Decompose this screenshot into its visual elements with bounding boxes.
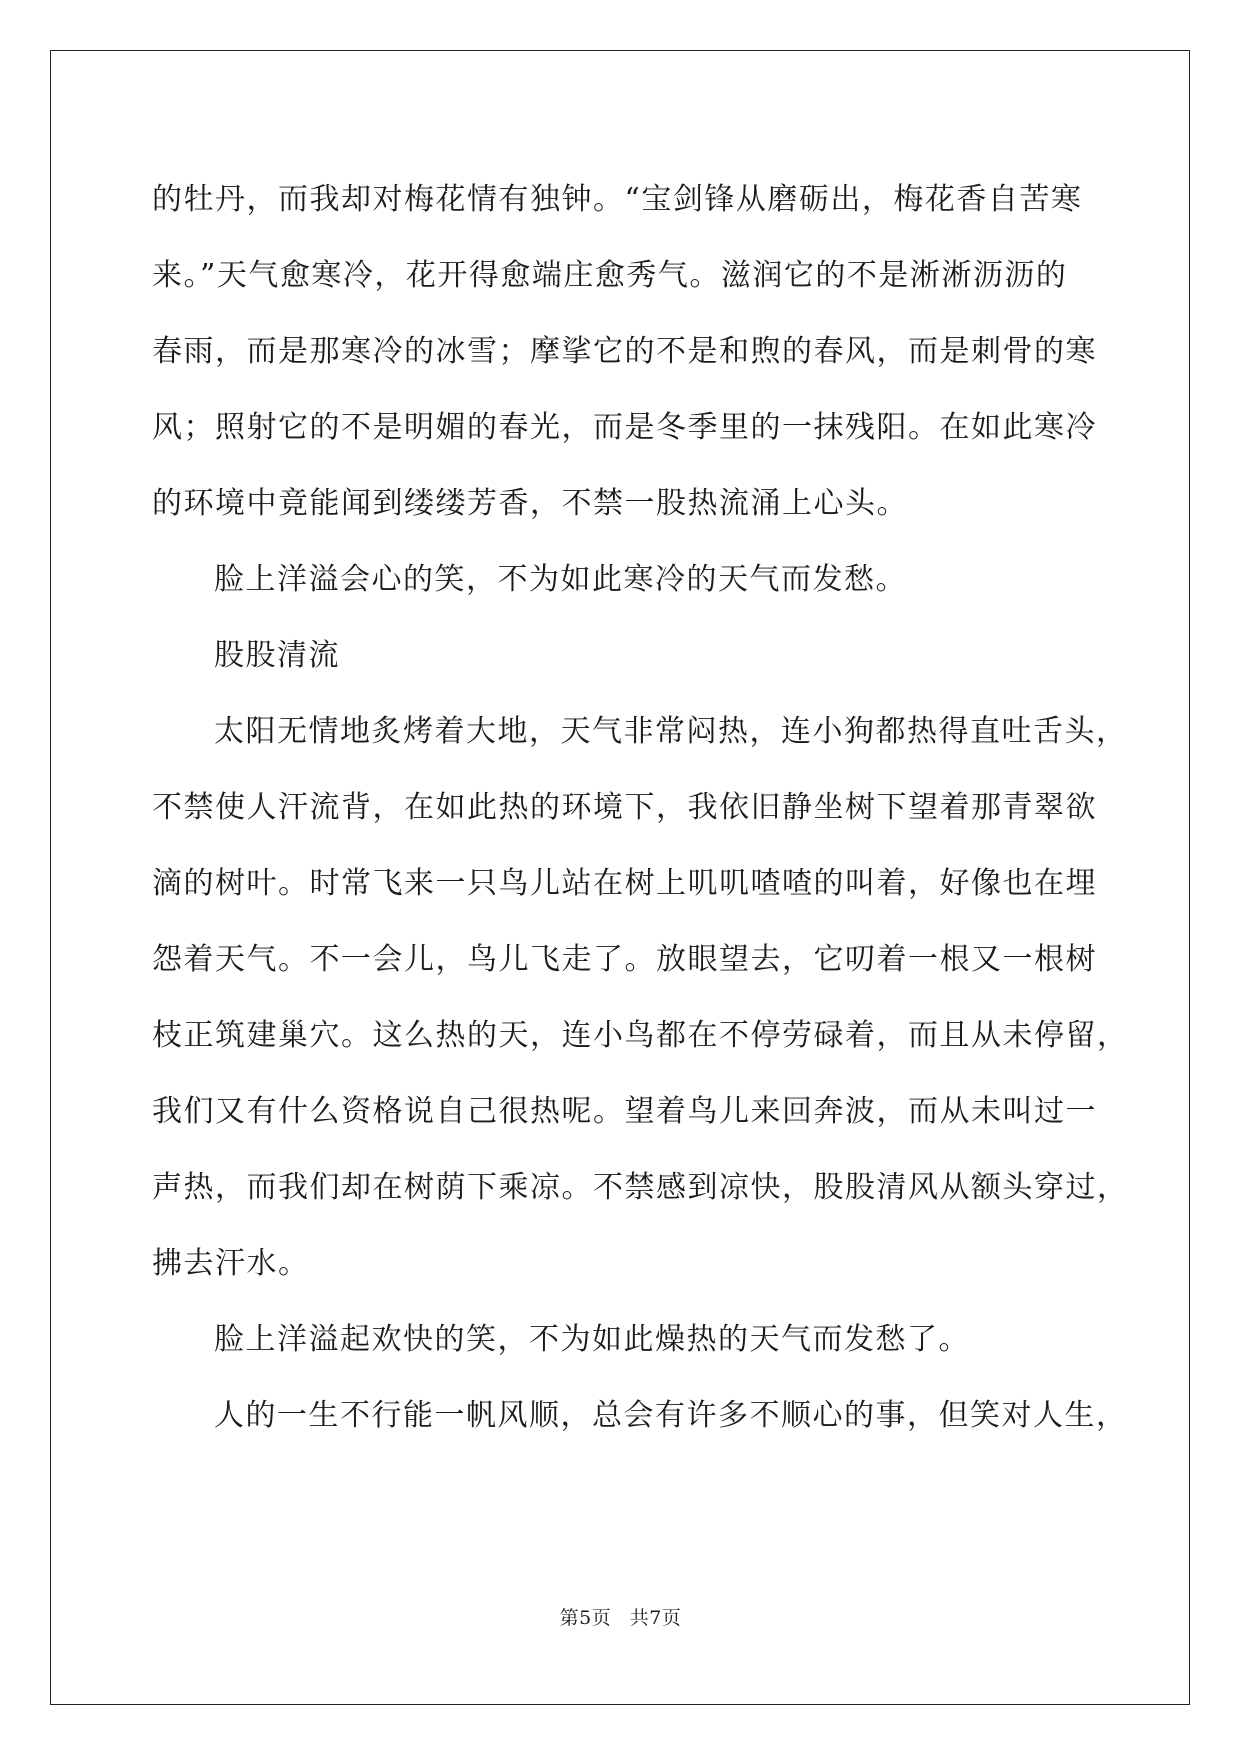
section-heading: 股股清流: [214, 638, 340, 673]
page-footer: [0, 1603, 1241, 1630]
text-line: 滴的树叶。时常飞来一只鸟儿站在树上叽叽喳喳的叫着，好像也在埋: [152, 866, 1097, 901]
text-line: 怨着天气。不一会儿，鸟儿飞走了。放眼望去，它叨着一根又一根树: [152, 942, 1097, 977]
text-line: 的牡丹，而我却对梅花情有独钟。“宝剑锋从磨砺出，梅花香自苦寒: [152, 182, 1083, 217]
document-body: [152, 162, 1129, 1454]
text-line: 枝正筑建巢穴。这么热的天，连小鸟都在不停劳碌着，而且从未停留，: [152, 1018, 1129, 1053]
text-line: 春雨，而是那寒冷的冰雪；摩挲它的不是和煦的春风，而是刺骨的寒: [152, 334, 1097, 369]
text-line: 太阳无情地炙烤着大地，天气非常闷热，连小狗都热得直吐舌头，: [214, 714, 1128, 749]
text-line: 人的一生不行能一帆风顺，总会有许多不顺心的事，但笑对人生，: [214, 1398, 1128, 1433]
text-line: 我们又有什么资格说自己很热呢。望着鸟儿来回奔波，而从未叫过一: [152, 1094, 1097, 1129]
text-line: 来。”天气愈寒冷，花开得愈端庄愈秀气。滋润它的不是淅淅沥沥的: [152, 258, 1068, 293]
text-line: 风；照射它的不是明媚的春光，而是冬季里的一抹残阳。在如此寒冷: [152, 410, 1097, 445]
text-line: 的环境中竟能闻到缕缕芳香，不禁一股热流涌上心头。: [152, 486, 908, 521]
text-line: 脸上洋溢起欢快的笑，不为如此燥热的天气而发愁了。: [214, 1322, 970, 1357]
text-line: 脸上洋溢会心的笑，不为如此寒冷的天气而发愁。: [214, 562, 907, 597]
text-line: 不禁使人汗流背，在如此热的环境下，我依旧静坐树下望着那青翠欲: [152, 790, 1097, 825]
page-number: 第5页: [559, 1607, 612, 1629]
text-line: 拂去汗水。: [152, 1246, 310, 1281]
text-line: 声热，而我们却在树荫下乘凉。不禁感到凉快，股股清风从额头穿过，: [152, 1170, 1129, 1205]
page-total: 共7页: [629, 1607, 682, 1629]
